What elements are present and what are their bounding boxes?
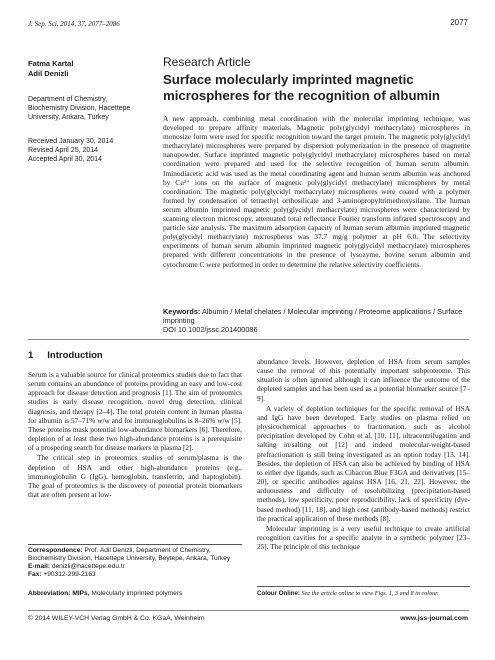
revised-date: Revised April 25, 2014 — [28, 147, 99, 154]
page-number: 2077 — [450, 18, 468, 27]
colour-online-label: Colour Online: — [257, 590, 300, 597]
section-divider — [28, 339, 469, 340]
footnote-rule — [257, 586, 470, 587]
email-address: denizli@hacettepe.edu.tr — [51, 563, 125, 570]
body-column-left — [28, 370, 242, 500]
keywords-text: Albumin / Metal chelates / Molecular imprinting / Proteome applications / Surface imprinting — [163, 307, 463, 325]
author-name: Fatma Kartal — [28, 59, 74, 68]
body-column-right — [257, 357, 470, 552]
affiliation: Department of Chemistry, Biochemistry Division, Hacettepe University, Ankara, Turkey — [28, 96, 131, 121]
paragraph: Molecular imprinting is a very useful technique to create artificial recognition cavities for a specific analyte in a synthetic polymer [23–25]. The principle of this technique — [257, 523, 470, 552]
accepted-date: Accepted April 30, 2014 — [28, 156, 102, 163]
paragraph: Serum is a valuable source for clinical proteomics studies due to fact that serum contains an abundance of proteins providing an easy and low-cost approach for disease detection and prognosis [1]. The aim of proteomics studies is early disease recognition, novel drug detection, clinical diagnosis, and therapy [2–4]. The total protein content in human plasma for albumin is 57–71% w/w and for immunoglobulins is 8–26% w/w [5]. These proteins mask potential low-abundance biomarkers [6]. Therefore, depletion of at least these two high-abundance proteins is a prerequisite of a prospering search for disease markers in plasma [2]. — [28, 370, 242, 453]
author-list — [28, 59, 136, 78]
journal-reference: J. Sep. Sci. 2014, 37, 2077–2086 — [28, 20, 120, 28]
colour-online-note — [257, 590, 470, 598]
section-title: Introduction — [47, 350, 103, 361]
email-label: E-mail: — [28, 563, 50, 570]
footer-rule — [28, 610, 469, 611]
doi: DOI 10.1002/jssc.201400086 — [163, 325, 258, 334]
journal-website: www.jss-journal.com — [400, 615, 468, 622]
correspondence-note — [28, 547, 242, 579]
correspondence-text: Prof. Adil Denizli, Department of Chemistry, Biochemistry Division, Hacettepe University, Beytepe, Ankara, Turkey — [28, 547, 231, 562]
author-sidebar — [28, 59, 136, 164]
correspondence-label: Correspondence: — [28, 547, 83, 554]
keywords-label: Keywords: — [163, 307, 201, 316]
abbreviation-text: Molecularly imprinted polymers — [91, 590, 183, 597]
article-title: Surface molecularly imprinted magnetic microspheres for the recognition of albumin — [163, 72, 440, 103]
abbreviation-note — [28, 590, 242, 598]
colour-online-text: See the article online to view Figs. 1, 3 and 8 in colour. — [301, 590, 439, 597]
footnote-rule — [28, 544, 242, 545]
section-heading — [28, 350, 117, 361]
copyright-notice: © 2014 WILEY-VCH Verlag GmbH & Co. KGaA, Weinheim — [28, 615, 205, 622]
article-dates — [28, 137, 136, 164]
paragraph: abundance levels. However, depletion of HSA from serum samples cause the removal of this potentially important subproteome. This situation is often ignored although it can influence the outcome of the depleted samples and has been used as a potential biomarker source [7–9]. — [257, 357, 470, 403]
abbreviation-label: Abbreviation: MIPs, — [28, 590, 90, 597]
paragraph: The critical step in proteomics studies of serum/plasma is the depletion of HSA and other high-abundance proteins (e.g., immunoglobulin G (IgG), hemoglobin, transferrin, and haptoglobin). The goal of proteomics is the discovery of potential protein biomarkers that are often present at low- — [28, 453, 242, 500]
paragraph: A variety of depletion techniques for the specific removal of HSA and IgG have been developed. Early studies on plasma relied on physicochemical approaches to fractionation, such as alcohol precipitation developed by Cohn et al. [10, 11], ultracentrifugation and salting in/salting out [12] and indeed molecular-weight-based prefractionation is still being investigated as an option today [13, 14]. Besides, the depletion of HSA can also be achieved by binding of HSA to either dye ligands, such as Cibacron Blue F3GA and derivatives [15–20], or specific antibodies against HSA [16, 21, 22]. However, the arduousness and difficulty of resolubilizing (precipitation-based methods), low specificity, poor reproducibility, lack of specificity (dye-based method) [11, 18], and high cost (antibody-based methods) restrict the practical application of these methods [8]. — [257, 403, 470, 523]
abstract — [163, 114, 470, 269]
keywords-block — [163, 307, 470, 334]
article-type: Research Article — [163, 55, 251, 69]
fax-label: Fax: — [28, 571, 42, 578]
author-name: Adil Denizli — [28, 68, 69, 78]
abstract-text: A new approach, combining metal coordination with the molecular imprinting technique, was developed to prepare affinity materials. Magnetic poly(glycidyl methacrylate) microspheres in monosize form were used for specific recognition toward the target protein. The magnetic poly(glycidyl methacrylate) microspheres were prepared by dispersion polymerization in the presence of magnetite nanopowder. Surface imprinted magnetic poly(glycidyl methacrylate) microspheres based on metal coordination were prepared and used for the selective recognition of human serum albumin. Iminodiacetic acid was used as the metal coordinating agent and human serum albumin was anchored by Cu²⁺ ions on the surface of magnetic poly(glycidyl methacrylate) microspheres by metal coordination. The magnetic poly(glycidyl methacrylate) microspheres were coated with a polymer formed by condensation of tetraethyl orthosilicate and 3-aminopropyltrimethoxysilane. The human serum albumin imprinted magnetic poly(glycidyl methacrylate) microspheres were characterized by scanning electron microscopy, attenuated total reflectance Fourier transform infrared spectroscopy and particle size analysis. The maximum adsorption capacity of human serum albumin imprinted magnetic poly(glycidyl methacrylate) microspheres was 37.7 mg/g polymer at pH 6.0. The selectivity experiments of human serum albumin imprinted magnetic poly(glycidyl methacrylate) microspheres prepared with different concentrations in the presence of lysozyme, bovine serum albumin and cytochrome C were performed in order to determine the relative selectivity coefficients. — [163, 114, 470, 269]
section-number: 1 — [28, 350, 34, 361]
fax-number: +90312-299-2163 — [43, 571, 96, 578]
received-date: Received January 30, 2014 — [28, 138, 114, 145]
